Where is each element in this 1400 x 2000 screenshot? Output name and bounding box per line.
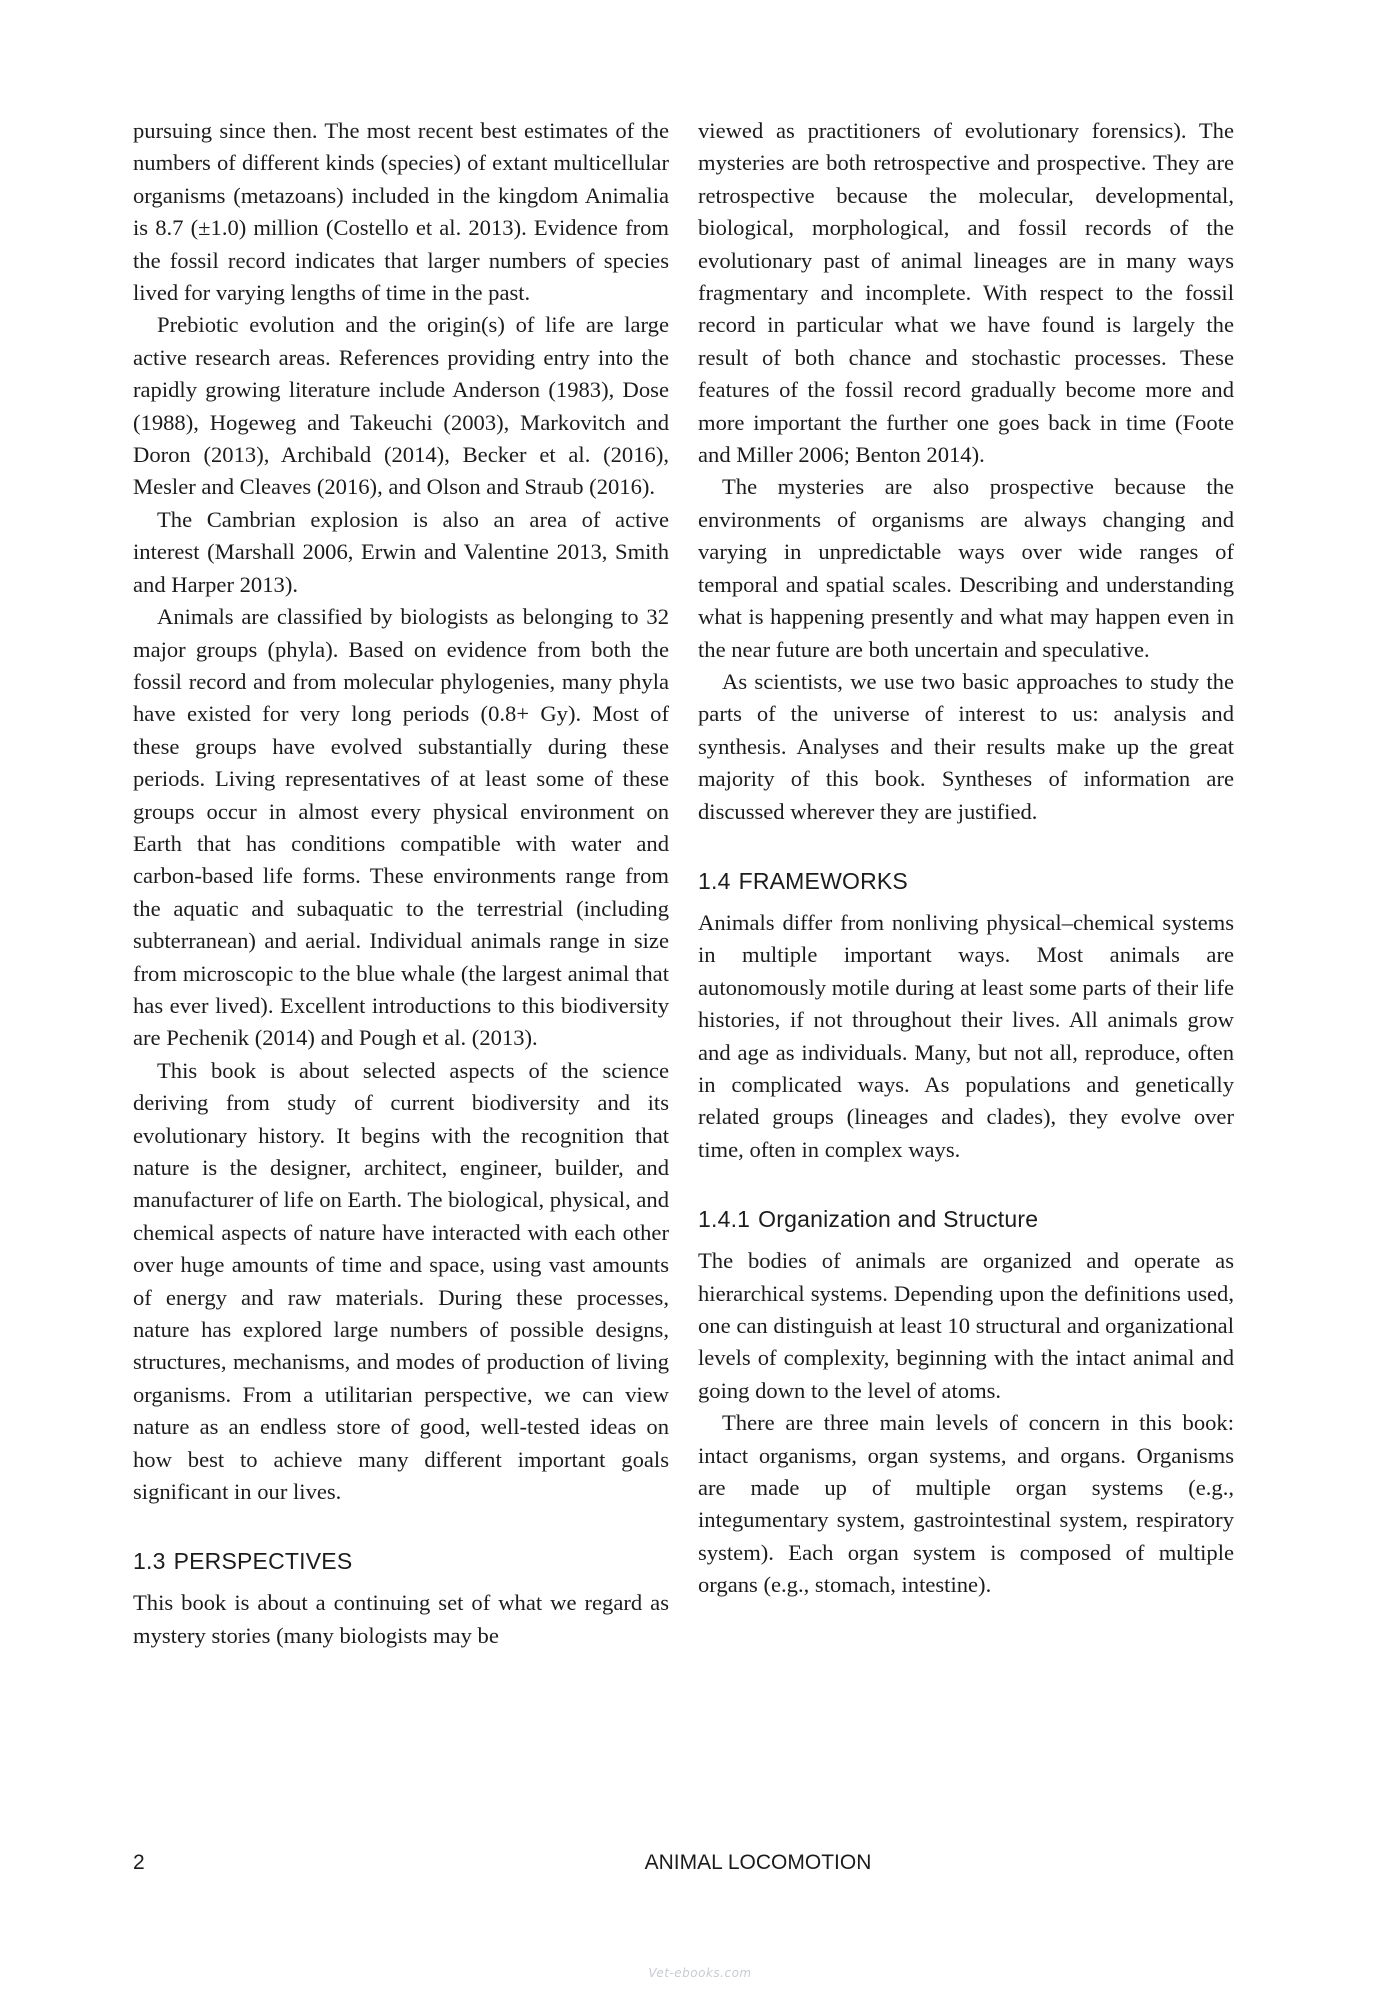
subsection-number: 1.4.1 bbox=[698, 1206, 751, 1233]
running-title: ANIMAL LOCOMOTION bbox=[644, 1851, 872, 1874]
section-number: 1.3 bbox=[133, 1548, 166, 1575]
subsection-heading-organization bbox=[698, 1206, 1234, 1233]
left-column bbox=[133, 115, 669, 1652]
paragraph: Prebiotic evolution and the origin(s) of life are large active research areas. References providing entry into the rapidly growing literature include Anderson (1983), Dose (1988), Hogeweg and Takeuchi (2003), Markovitch and Doron (2013), Archibald (2014), Becker et al. (2016), Mesler and Cleaves (2016), and Olson and Straub (2016). bbox=[133, 312, 669, 500]
paragraph: This book is about a continuing set of what we regard as mystery stories (many biologists may be bbox=[133, 1590, 669, 1648]
paragraph: The Cambrian explosion is also an area of active interest (Marshall 2006, Erwin and Valentine 2013, Smith and Harper 2013). bbox=[133, 506, 669, 597]
paragraph: The mysteries are also prospective because the environments of organisms are always changing and varying in unpredictable ways over wide ranges of temporal and spatial scales. Describing and understanding what is happening presently and what may happen even in the near future are both uncertain and speculative. bbox=[698, 474, 1234, 662]
paragraph: This book is about selected aspects of the science deriving from study of current biodiversity and its evolutionary history. It begins with the recognition that nature is the designer, architect, engineer, builder, and manufacturer of life on Earth. The biological, physical, and chemical aspects of nature have interacted with each other over huge amounts of time and space, using vast amounts of energy and raw materials. During these processes, nature has explored large numbers of possible designs, structures, mechanisms, and modes of production of living organisms. From a utilitarian perspective, we can view nature as an endless store of good, well-tested ideas on how best to achieve many different important goals significant in our lives. bbox=[133, 1057, 669, 1505]
section-heading-perspectives bbox=[133, 1548, 669, 1575]
paragraph: pursuing since then. The most recent best estimates of the numbers of different kinds (species) of extant multicellular organisms (metazoans) included in the kingdom Animalia is 8.7 (±1.0) million (Costello et al. 2013). Evidence from the fossil record indicates that larger numbers of species lived for varying lengths of time in the past. bbox=[133, 118, 669, 306]
paragraph: viewed as practitioners of evolutionary forensics). The mysteries are both retrospective and prospective. They are retrospective because the molecular, developmental, biological, morphological, and fossil records of the evolutionary past of animal lineages are in many ways fragmentary and incomplete. With respect to the fossil record in particular what we have found is largely the result of both chance and stochastic processes. These features of the fossil record gradually become more and more important the further one goes back in time (Foote and Miller 2006; Benton 2014). bbox=[698, 118, 1234, 468]
page-number: 2 bbox=[133, 1851, 145, 1874]
section-title: FRAMEWORKS bbox=[738, 867, 908, 894]
paragraph: There are three main levels of concern in this book: intact organisms, organ systems, and organs. Organisms are made up of multiple organ systems (e.g., integumentary system, gastrointestinal system, respiratory system). Each organ system is composed of multiple organs (e.g., stomach, intestine). bbox=[698, 1410, 1234, 1598]
paragraph: As scientists, we use two basic approaches to study the parts of the universe of interest to us: analysis and synthesis. Analyses and their results make up the great majority of this book. Syntheses of information are discussed wherever they are justified. bbox=[698, 668, 1234, 824]
section-heading-frameworks bbox=[698, 868, 1234, 895]
watermark: Vet-ebooks.com bbox=[648, 1966, 752, 1980]
subsection-title: Organization and Structure bbox=[758, 1206, 1039, 1233]
paragraph: Animals differ from nonliving physical–chemical systems in multiple important ways. Most animals are autonomously motile during at least some parts of their life histories, if not throughout their lives. All animals grow and age as individuals. Many, but not all, reproduce, often in complicated ways. As populations and genetically related groups (lineages and clades), they evolve over time, often in complex ways. bbox=[698, 909, 1234, 1162]
paragraph: Animals are classified by biologists as belonging to 32 major groups (phyla). Based on evidence from both the fossil record and from molecular phylogenies, many phyla have existed for very long periods (0.8+ Gy). Most of these groups have evolved substantially during these periods. Living representatives of at least some of these groups occur in almost every physical environment on Earth that has conditions compatible with water and carbon-based life forms. These environments range from the aquatic and subaquatic to the terrestrial (including subterranean) and aerial. Individual animals range in size from microscopic to the blue whale (the largest animal that has ever lived). Excellent introductions to this biodiversity are Pechenik (2014) and Pough et al. (2013). bbox=[133, 604, 669, 1051]
section-number: 1.4 bbox=[698, 867, 731, 894]
section-title: PERSPECTIVES bbox=[173, 1548, 353, 1575]
right-column bbox=[698, 115, 1234, 1602]
paragraph: The bodies of animals are organized and operate as hierarchical systems. Depending upon the definitions used, one can distinguish at least 10 structural and organizational levels of complexity, beginning with the intact animal and going down to the level of atoms. bbox=[698, 1248, 1234, 1403]
